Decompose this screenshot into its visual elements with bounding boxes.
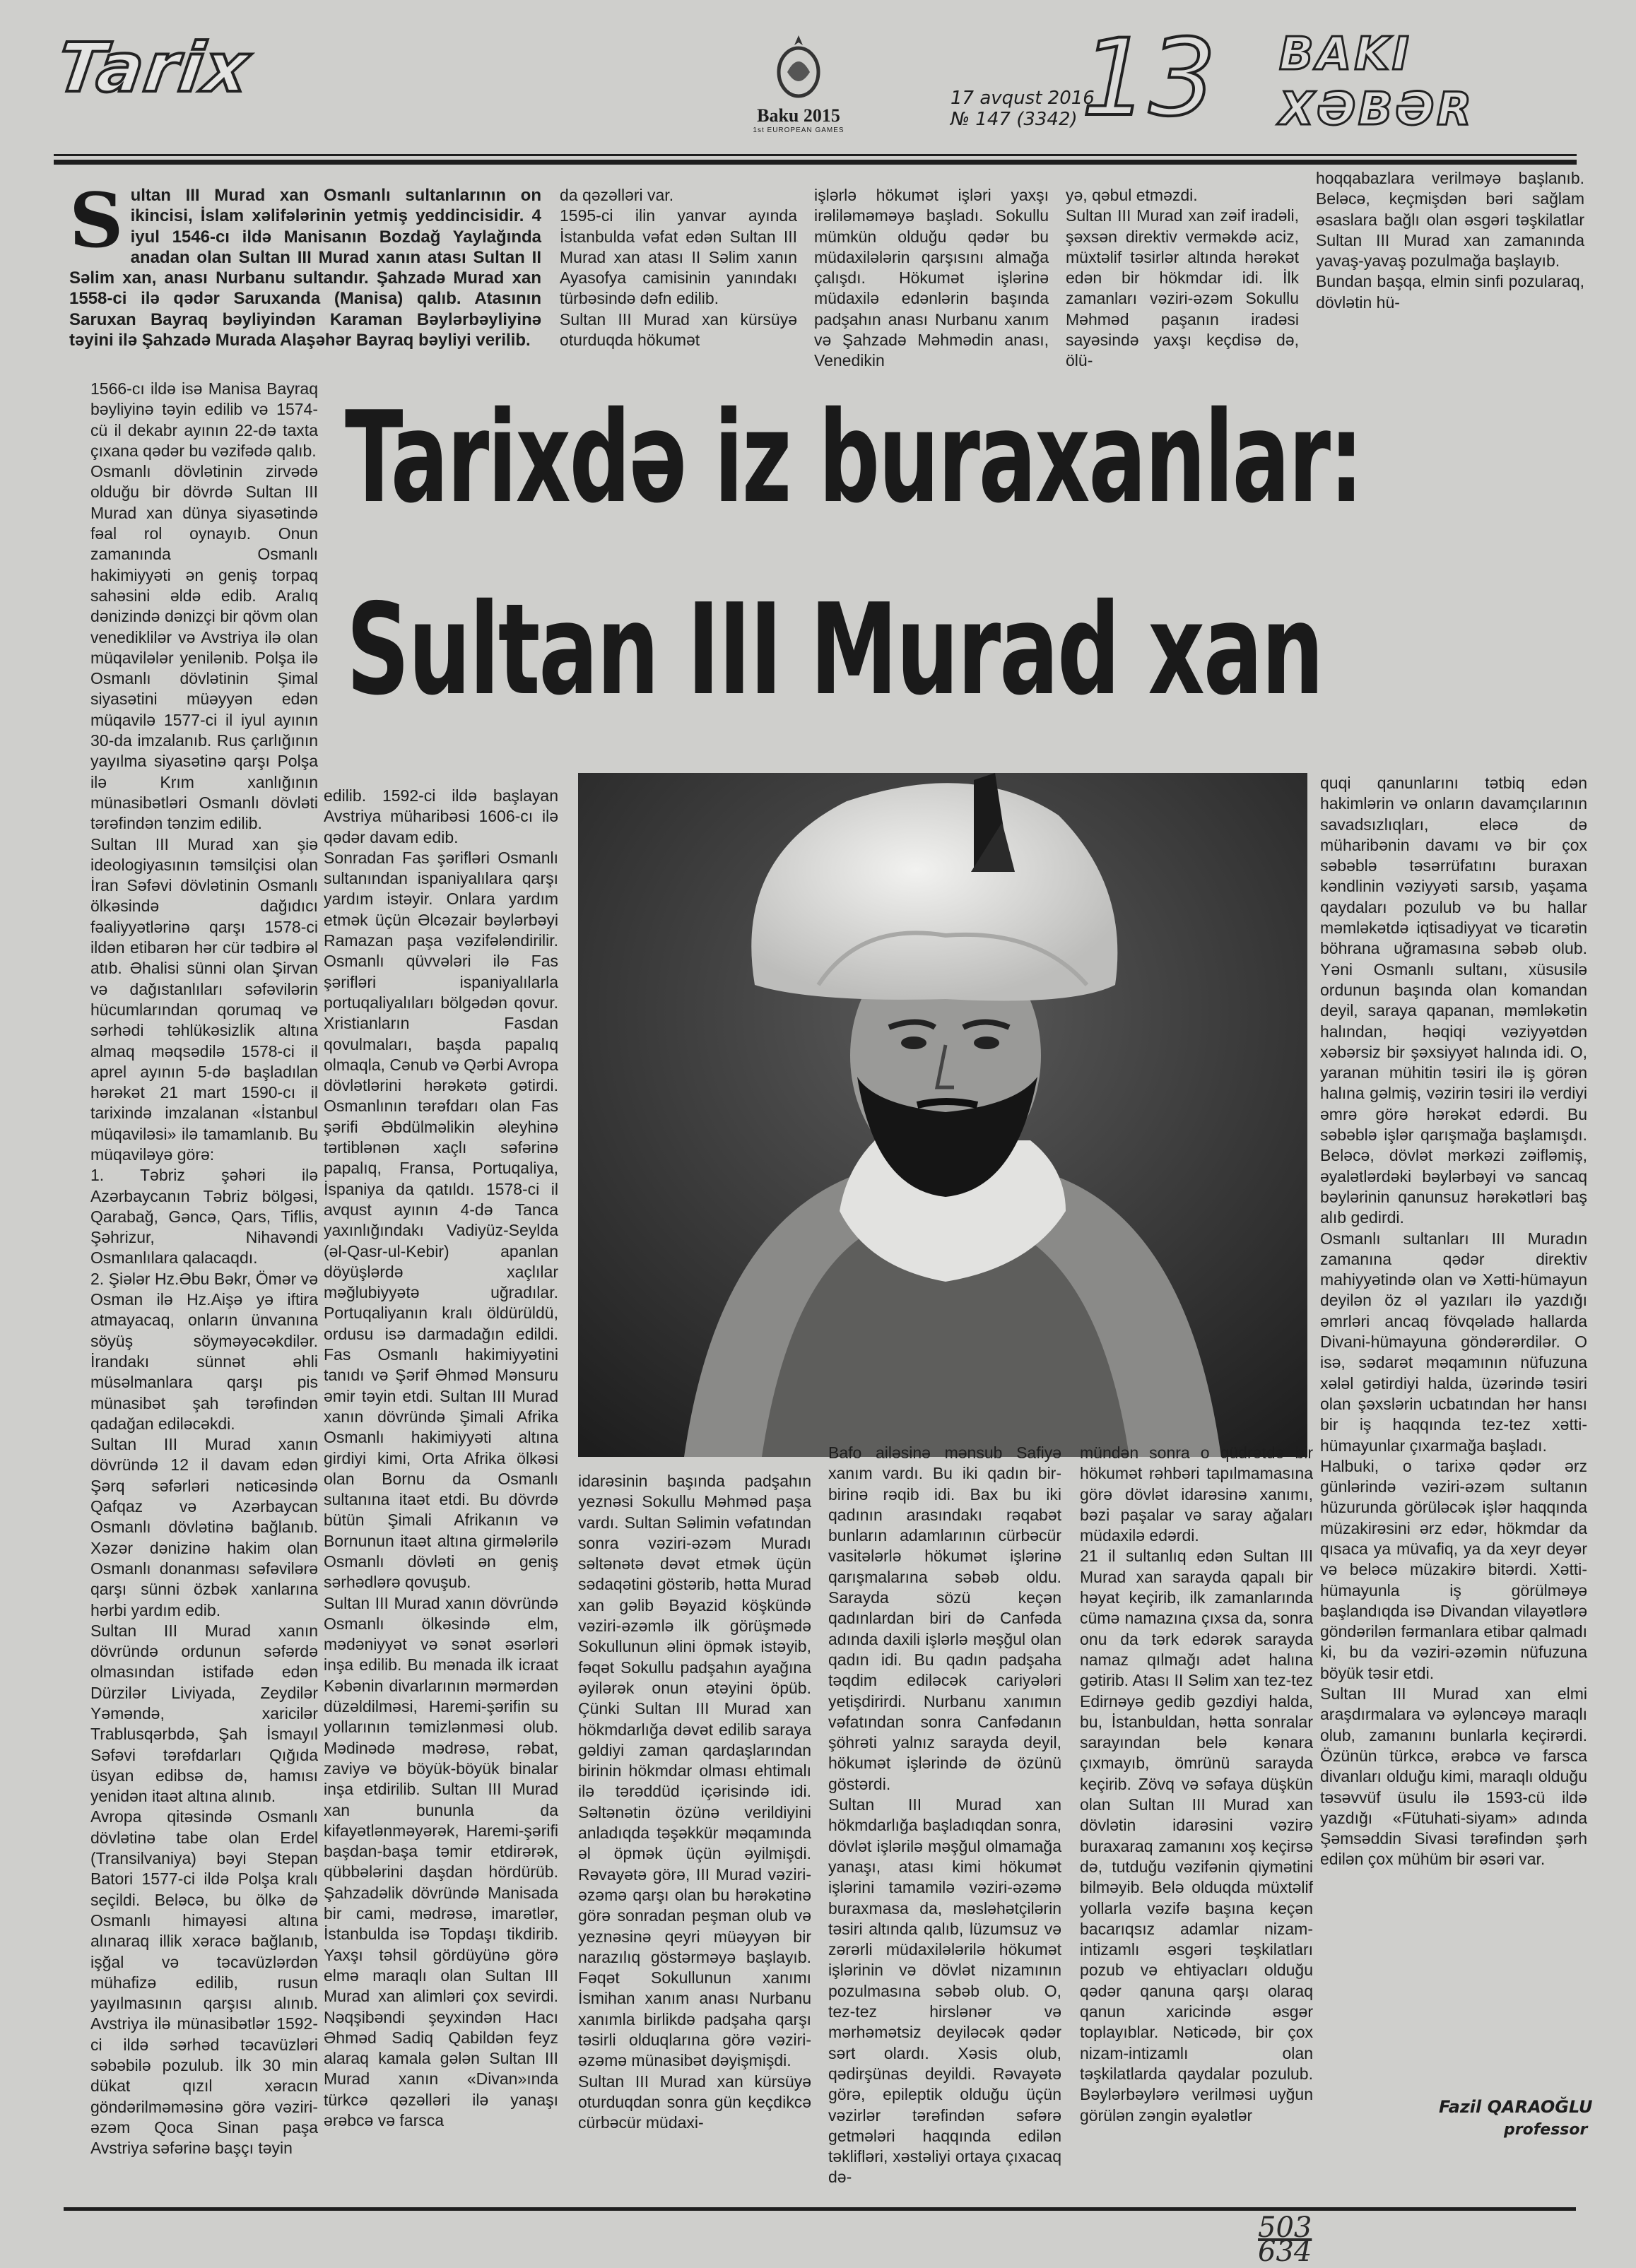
page-number: 13 <box>1081 17 1216 140</box>
column-5-top: hoqqabazlara verilməyə başlanıb. Beləcə, keçmişdən bəri sağlam əsaslara bağlı olan əsgəri təşkilatlar Sultan III Murad xan zamanında yavaş-yavaş pozulmağa başlayıb. Bundan başqa, elmin sinfi pozularaq, dövlətin hü- <box>1316 169 1584 312</box>
article-headline-line1: Tarixdə iz buraxanlar: <box>345 384 1363 531</box>
games-logo-title: Baku 2015 <box>757 105 840 126</box>
newspaper-logo-line1: BAKI <box>1279 28 1412 81</box>
handwritten-note-line1: 503 <box>1258 2211 1312 2244</box>
header-rule-thin <box>54 154 1577 156</box>
article-headline-line2: Sultan III Murad xan <box>346 577 1323 723</box>
issue-number: № 147 (3342) <box>951 109 1078 130</box>
column-bottom-c: mündən sonra o qüdrətdə bir hökumət rəhbəri tapılmamasına görə dövlət idarəsinə xanımı, bəzi paşalar və saray ağaları müdaxilə edərdi. 21 il sultanlıq edən Sultan III Murad xan sarayda qapalı bir həyat keçirib, ilk zamanlarında cümə namazına çıxsa da, sonra onu da tərk edərək sarayda namaz qılmağı adət halına gətirib. Atası II Səlim xan tez-tez Edirnəyə gedib gəzdiyi halda, bu, İstanbuldan, hətta sonralar sarayından belə kənara çıxmayıb, ömrünü sarayda keçirib. Zövq və səfaya düşkün olan Sultan III Murad xan dövlətin idarəsini vəzirə buraxaraq zamanını xoş keçirsə də, tutduğu vəzifənin qiymətini bilməyib. Belə olduqda müxtəlif yollarla vəzifə başına keçən bacarıqsız adamlar nizam-intizamlı əsgəri təşkilatları pozub və ehtiyacları olduğu qədər qanuna qarşı olaraq qanun xaricində əsgər toplayıblar. Nəticədə, bir çox nizam-intizamlı olan təşkilatlarda qaydalar pozulub. Bəylərbəylərə verilməsi uyğun görülən zəngin əyalətlər <box>1080 1443 1313 2125</box>
sultan-portrait-photo <box>578 773 1307 1457</box>
newspaper-logo-line2: XƏBƏR <box>1279 83 1475 136</box>
column-mid-left: edilib. 1592-ci ildə başlayan Avstriya müharibəsi 1606-cı ilə qədər davam edib. Sonradan Fas şərifləri Osmanlı sultanından ispaniyalılara qarşı yardım istəyir. Onlara yardım etmək üçün Əlcəzair bəylərbəyi Ramazan paşa vəzifələndirilir. Osmanlı qüvvələri ilə Fas şərifləri ispaniyalılarla portuqaliyalıları bölgədən qovur. Xristianların Fasdan qovulmaları, başda papalıq olmaqla, Cənub və Qərbi Avropa dövlətlərini hərəkətə gətirdi. Osmanlının tərəfdarı olan Fas şərifi Əbdülməlikin əleyhinə tərtiblənən xaçlı səfərinə papalıq, Fransa, Portuqaliya, İspaniya da qatıldı. 1578-ci il avqust ayının 4-də Tanca yaxınlığındakı Vadiyüz-Seylda (əl-Qasr-ul-Kebir) apanlan döyüşlərdə xaçlılar məğlubiyyətə uğradılar. Portuqaliyanın kralı öldürüldü, ordusu isə darmadağın edildi. Fas Osmanlı hakimiyyətini tanıdı və Şərif Əhməd Mənsuru əmir təyin etdi. Sultan III Murad xanın dövründə Şimali Afrika Osmanlı hakimiyyəti altına girdiyi kimi, Orta Afrika ölkəsi olan Bornu da Osmanlı sultanına itaət etdi. Bu dövrdə bütün Şimali Afrikanın və Bornunun itaət altına girmələrilə Osmanlı dövləti ən geniş sərhədlərə qovuşub. Sultan III Murad xanın dövründə Osmanlı ölkəsində elm, mədəniyyət və sənət əsərləri inşa edilib. Bu mənada ilk icraat Kəbənin divarlarının mərmərdən düzəldilməsi, Haremi-şərifin su yollarının təmizlənməsi olub. Mədinədə mədrəsə, rəbat, zaviyə və böyük-böyük binalar inşa etdirilib. Sultan III Murad xan bununla da kifayətlənməyərək, Haremi-şərifi başdan-başa təmir etdirərək, qübbələrini daşdan hördürüb. Şahzadəlik dövründə Manisada bir cami, mədrəsə, imarətlər, İstanbulda isə Topdaşı tikdirib. Yaxşı təhsil gördüyünə görə elmə maraqlı olan Sultan III Murad xan alimləri çox sevirdi. Nəqşibəndi şeyxindən Hacı Əhməd Sadiq Qabildən feyz alaraq kamala gələn Sultan III Murad xanın «Divan»ında türkcə qəzəlləri ilə yanaşı ərəbcə və farsca <box>324 786 558 2130</box>
handwritten-note <box>1258 2211 1312 2268</box>
section-rubric: Tarix <box>52 28 255 107</box>
author-name: Fazil QARAOĞLU <box>1439 2097 1593 2117</box>
footer-rule <box>64 2207 1576 2211</box>
european-games-logo <box>735 30 862 143</box>
column-3-top: işlərlə hökumət işləri yaxşı irəliləməməyə başladı. Sokullu mümkün olduğu qədər bu müdaxilələrin qarşısını almağa çalışdı. Hökumət işlərinə müdaxilə edənlərin başında padşahın anası Nurbanu xanım və Şahzadə Məhmədin anası, Venedikin <box>814 186 1049 370</box>
column-2-top: da qəzəlləri var. 1595-ci ilin yanvar ayında İstanbulda vəfat edən Sultan III Murad xan atası II Səlim xanın Ayasofya camisinin yanındakı türbəsində dəfn edilib. Sultan III Murad xan kürsüyə oturduqda hökumət <box>560 186 797 350</box>
column-1-body: 1566-cı ildə isə Manisa Bayraq bəyliyinə təyin edilib və 1574-cü il dekabr ayının 22-də taxta çıxana qədər bu vəzifədə qalıb. Osmanlı dövlətinin zirvədə olduğu bir dövrdə Sultan III Murad xan dünya siyasətində fəal rol oynayıb. Onun zamanında Osmanlı hakimiyyəti ən geniş torpaq sahəsini əldə edib. Aralıq dənizində dənizçi bir qövm olan venediklilər və Avstriya ilə olan müqavilələr yenilənib. Polşa ilə Osmanlı dövlətinin Şimal siyasətini müəyyən edən müqavilə 1577-ci il iyul ayının 30-da imzalanıb. Rus çarlığının yayılma siyasətinə qarşı Polşa ilə Krım xanlığının münasibətləri Osmanlı dövləti tərəfindən tənzim edilib. Sultan III Murad xan şiə ideologiyasının təmsilçisi olan İran Səfəvi dövlətinin Osmanlı ölkəsində dağıdıcı fəaliyyətlərinə qarşı 1578-ci ildən etibarən hər cür tədbirə əl atıb. Əhalisi sünni olan Şirvan və dağıstanlıları səfəvilərin hücumlarından qorumaq və sərhədi təhlükəsizlik altına almaq məqsədilə 1578-ci il aprel ayının 5-də başladılan hərəkət 21 mart 1590-cı il tarixində imzalanan «İstanbul müqaviləsi» ilə tamamlanıb. Bu müqaviləyə görə: 1. Təbriz şəhəri ilə Azərbaycanın Təbriz bölgəsi, Qarabağ, Gəncə, Qars, Tiflis, Şəhrizur, Nihavəndi Osmanlılara qalacaqdı. 2. Şiələr Hz.Əbu Bəkr, Ömər və Osman ilə Hz.Aişə yə iftira atmayacaq, onların ünvanına söyüş söyməyəcəkdilər. İrandakı sünnət əhli müsəlmanlara qarşı pis münasibət şah tərəfindən qadağan ediləcəkdi. Sultan III Murad xanın dövründə 12 il davam edən Şərq səfərləri nəticəsində Qafqaz və Azərbaycan Osmanlı dövlətinə bağlanıb. Xəzər dənizinə hakim olan Osmanlı donanması səfəvilərə qarşı sünni özbək xanlarına hərbi yardım edib. Sultan III Murad xanın dövründə ordunun səfərdə olmasından istifadə edən Dürzilər Liviyada, Zeydilər Yəməndə, xaricilər Trablusqərbdə, Şah İsmayıl Səfəvi tərəfdarları Qığıda üsyan edibsə də, hamısı yenidən itaət altına alınıb. Avropa qitəsində Osmanlı dövlətinə tabe olan Erdel (Transilvaniya) bəyi Stepan Batori 1577-ci ildə Polşa kralı seçildi. Beləcə, bu ölkə də Osmanlı himayəsi altına alınaraq illik xəracə bağlanıb, işğal və təcavüzlərdən mühafizə edilib, rusun yayılmasının qarşısı alınıb. Avstriya ilə münasibətlər 1592-ci ildə sərhəd təcavüzləri səbəbilə pozulub. İlk 30 min dükat qızıl xəracın göndərilməməsinə görə vəziri-əzəm Qoca Sinan paşa Avstriya səfərinə başçı təyin <box>90 379 318 2158</box>
lead-text: ultan III Murad xan Osmanlı sultanlarının on ikincisi, İslam xəlifələrinin yetmiş yeddincisidir. 4 iyul 1546-cı ildə Manisanın Bozdağ Yaylağında anadan olan Sultan III Murad xanın atası Sultan II Səlim xan, anası Nurbanu sultandır. Şahzadə Murad xan 1558-ci ilə qədər Saruxanda (Manisa) qalıb. Atasının Saruxan Bayraq bəyliyindən Karaman Bəylərbəyliyinə təyini ilə Şahzadə Murada Alaşəhər Bayraq bəyliyi verilib. <box>69 186 541 350</box>
pomegranate-icon <box>770 30 827 100</box>
dropcap-letter: S <box>69 176 124 264</box>
author-title: professor <box>1504 2121 1588 2139</box>
portrait-illustration <box>578 773 1307 1457</box>
column-bottom-b: Bafo ailəsinə mənsub Safiyə xanım vardı. Bu iki qadın bir-birinə rəqib idi. Bax bu iki qadının arasındakı rəqabət bunların adamlarının cürbəcür vasitələrlə hökumət işlərinə qarışmalarına səbəb oldu. Sarayda sözü keçən qadınlardan biri də Canfəda adında daxili işlərlə məşğul olan qadın idi. Bu qadın padşaha təqdim ediləcək cariyələri yetişdirirdi. Nurbanu xanımın vəfatından sonra Canfədanın şöhrəti yalnız sarayda deyil, hökumət işlərində də özünü göstərdi. Sultan III Murad xan hökmdarlığa başladıqdan sonra, dövlət işlərilə məşğul olmamağa yanaşı, atası kimi hökumət işlərini tamamilə vəziri-əzəmə buraxmasa da, məsləhətçilərin təsiri altında qalıb, lüzumsuz və zərərli müdaxilələrilə hökumət işlərinin və dövlət nizamının pozulmasına səbəb olub. O, tez-tez hirslənər və mərhəmətsiz deyiləcək qədər sərt olardı. Xəsis olub, qədirşünas deyildi. Rəvayətə görə, epileptik olduğu üçün vəzirlər tərəfindən səfərə getmələri haqqında edilən təklifləri, xəstəliyi ortaya çıxacaq də- <box>828 1443 1061 2187</box>
column-4-top: yə, qəbul etməzdi. Sultan III Murad xan zəif iradəli, şəxsən direktiv verməkdə aciz, müxtəlif təsirlər altında hərəkət edən bir hökmdar idi. İlk zamanları vəziri-əzəm Sokullu Məhməd paşanın iradəsi sayəsində yaxşı keçdisə də, ölü- <box>1066 186 1299 370</box>
header-rule-thick <box>54 160 1577 165</box>
column-bottom-a: idarəsinin başında padşahın yeznəsi Sokullu Məhməd paşa vardı. Sultan Səlimin vəfatından sonra vəziri-əzəm Muradı səltənətə dəvət etmək üçün sədaqətini göstərib, hətta Murad xan gəlib Bəyazid köşkündə vəziri-əzəmlə ilk görüşmədə Sokullunun əlini öpmək istəyib, fəqət Sokullu padşahın ayağına əyilərək onun ətəyini öpüb. Çünki Sultan III Murad xan hökmdarlığa dəvət edilib saraya gəldiyi zaman qardaşlarından birinin hökmdar olması ehtimalı ilə tərəddüd içərisində idi. Səltənətin özünə verildiyini anladıqda təşəkkür məqamında əl öpmək üçün əyilmişdi. Rəvayətə görə, III Murad vəziri-əzəmə qarşı olan bu hərəkətinə görə sonradan peşman olub və yeznəsinə qeyri müəyyən bir narazılıq göstərməyə başlayıb. Fəqət Sokullunun xanımı İsmihan xanım anası Nurbanu xanımla birlikdə padşaha qarşı təsirli olduqlarına görə vəziri-əzəmə münasibət dəyişmişdi. Sultan III Murad xan kürsüyə oturduqdan sonra gün keçdikcə cürbəcür müdaxi- <box>578 1472 811 2132</box>
issue-date: 17 avqust 2016 <box>951 88 1095 109</box>
column-right-body: quqi qanunlarını tətbiq edən hakimlərin və onların davamçılarının savadsızlıqları, eləcə də müharibənin davamı və bir çox səbəblə təsərrüfatını buraxan kəndlinin vəziyyəti sarsıb, yaşama qaydaları pozulub və bu hallar məmləkətdə iqtisadiyyat və ticarətin böhrana uğramasına səbəb olub. Yəni Osmanlı sultanı, xüsusilə ordunun başında olan komandan deyil, saraya qapanan, məmləkətin halından, həqiqi vəziyyətdən xəbərsiz bir şəxsiyyət halında idi. O, yaranan mühitin təsiri ilə iş görən halına gəlmiş, vəzirin təsiri ilə verdiyi əmrə görə hərəkət edərdi. Bu səbəblə işlər qarışmağa başlamışdı. Beləcə, dövlət mərkəzi zəifləmiş, əyalətlərdəki bəylərbəyi və sancaq bəylərinin qanunsuz hərəkətləri baş alıb gedirdi. Osmanlı sultanları III Muradın zamanına qədər direktiv mahiyyətində olan və Xətti-hümayun deyilən öz əl yazıları ilə yazdığı əmrləri ancaq fövqəladə hallarda Divani-hümayuna göndərərdilər. O isə, sədarət məqamının nüfuzuna xələl gətirdiyi halda, üzərində təsiri olan şəxslərin ucbatından hər hansı bir iş haqqında tez-tez xətti-hümayunlar çıxarmağa başladı. Halbuki, o tarixə qədər ərz günlərində vəziri-əzəm sultanın hüzurunda görüləcək işlər haqqında müzakirəsini ərz edər, hökmdar da qısaca ya müvafiq, ya da xeyr deyər və beləcə müzakirə bitərdi. Xətti-hümayunla iş görülməyə başlandıqda isə Divandan vilayətlərə göndərilən fərmanlara etibar qalmadı ki, bu da vəziri-əzəmin nüfuzuna böyük təsir etdi. Sultan III Murad xan elmi araşdırmalara və əyləncəyə maraqlı olub, zamanını bunlarla keçirərdi. Özünün türkcə, ərəbcə və farsca divanları olduğu kimi, maraqlı olduğu təsəvvüf üsulu ilə 1593-cü ildə yazdığı «Fütuhati-siyam» adında Şəmsəddin Sivasi tərəfindən şərh edilən çox mühüm bir əsəri var. <box>1320 774 1587 1869</box>
newspaper-logo <box>1272 27 1555 147</box>
lead-paragraph <box>69 176 541 377</box>
games-logo-subtitle: 1st EUROPEAN GAMES <box>753 126 845 134</box>
handwritten-note-line2: 634 <box>1258 2235 1312 2268</box>
